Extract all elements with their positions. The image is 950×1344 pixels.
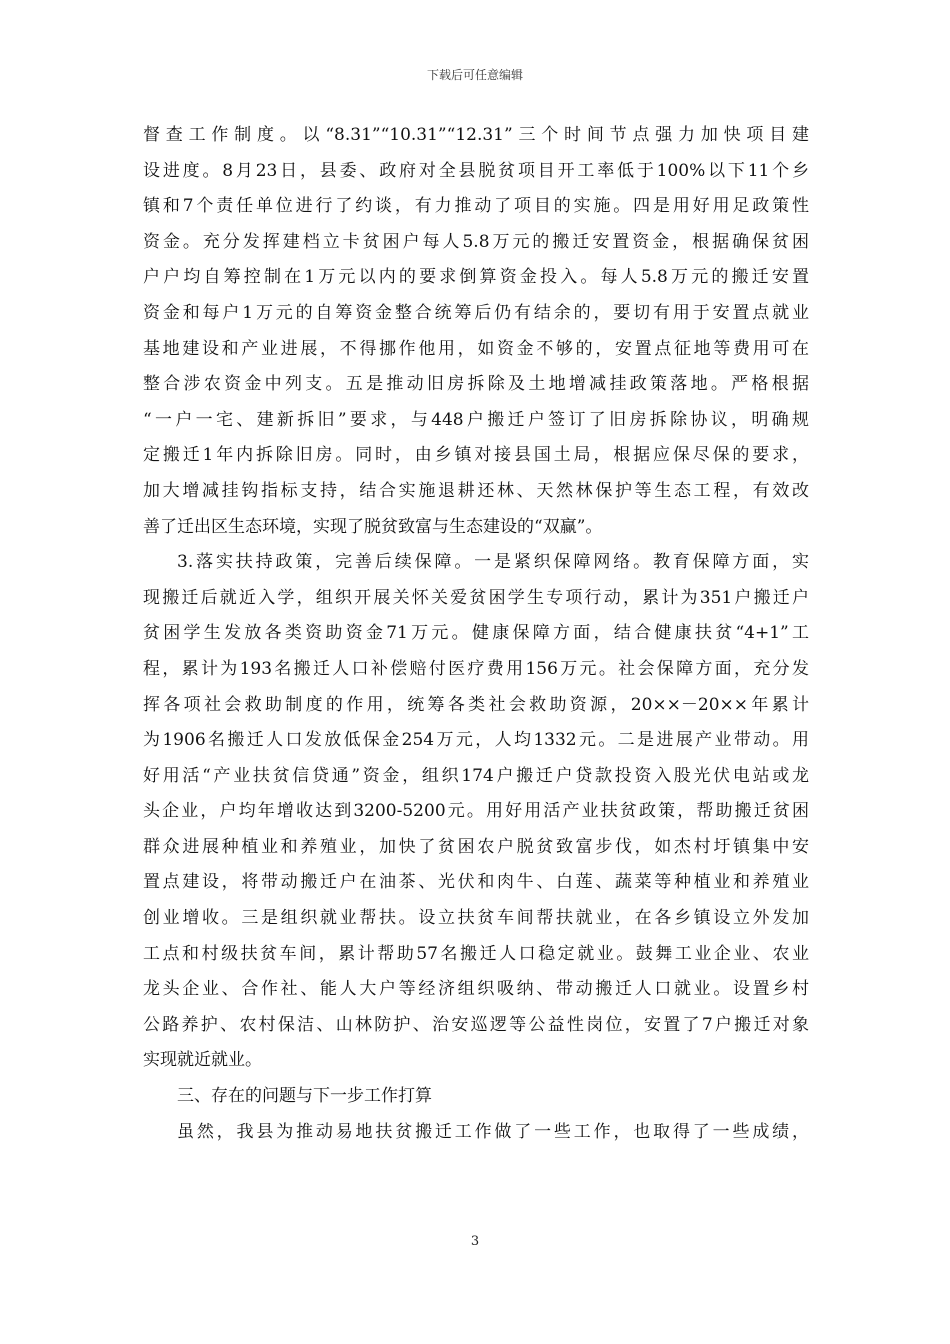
text-line: 基地建设和产业进展，不得挪作他用，如资金不够的，安置点征地等费用可在	[143, 338, 809, 359]
text-line: 三、存在的问题与下一步工作打算	[177, 1086, 432, 1107]
text-line: 虽然，我县为推动易地扶贫搬迁工作做了一些工作，也取得了一些成绩，	[177, 1121, 809, 1142]
text-line: 工点和村级扶贫车间，累计帮助57名搬迁人口稳定就业。鼓舞工业企业、农业	[143, 943, 809, 964]
text-line: 3.落实扶持政策，完善后续保障。一是紧织保障网络。教育保障方面，实	[177, 552, 809, 573]
text-line: 加大增减挂钩指标支持，结合实施退耕还林、天然林保护等生态工程，有效改	[143, 480, 809, 501]
text-line: 资金和每户1万元的自筹资金整合统筹后仍有结余的，要切有用于安置点就业	[143, 302, 809, 323]
text-line: 督查工作制度。以“8.31”“10.31”“12.31”三个时间节点强力加快项目建	[143, 125, 809, 145]
text-line: 头企业，户均年增收达到3200-5200元。用好用活产业扶贫政策，帮助搬迁贫困	[143, 801, 809, 822]
text-line: 创业增收。三是组织就业帮扶。设立扶贫车间帮扶就业，在各乡镇设立外发加	[143, 908, 809, 929]
text-line: 贫困学生发放各类资助资金71万元。健康保障方面，结合健康扶贫“4+1”工	[143, 623, 809, 644]
text-line: 龙头企业、合作社、能人大户等经济组织吸纳、带动搬迁人口就业。设置乡村	[143, 979, 809, 1000]
text-line: 整合涉农资金中列支。五是推动旧房拆除及土地增减挂政策落地。严格根据	[143, 374, 809, 395]
text-line: 镇和7个责任单位进行了约谈，有力推动了项目的实施。四是用好用足政策性	[143, 196, 809, 217]
text-line: 户户均自筹控制在1万元以内的要求倒算资金投入。每人5.8万元的搬迁安置	[143, 267, 809, 288]
text-line: 资金。充分发挥建档立卡贫困户每人5.8万元的搬迁安置资金，根据确保贫困	[143, 231, 809, 252]
text-line: 置点建设，将带动搬迁户在油茶、光伏和肉牛、白莲、蔬菜等种植业和养殖业	[143, 872, 809, 893]
text-line: 实现就近就业。	[143, 1050, 262, 1071]
page-number: 3	[470, 1234, 480, 1249]
text-line: 设进度。8月23日，县委、政府对全县脱贫项目开工率低于100%以下11个乡	[143, 160, 809, 181]
page-header: 下载后可任意编辑	[426, 68, 523, 82]
document-body	[143, 118, 809, 1150]
text-line: 善了迁出区生态环境，实现了脱贫致富与生态建设的“双赢”。	[143, 516, 603, 537]
text-line: 公路养护、农村保洁、山林防护、治安巡逻等公益性岗位，安置了7户搬迁对象	[143, 1014, 809, 1035]
text-line: 为1906名搬迁人口发放低保金254万元，人均1332元。二是进展产业带动。用	[143, 730, 809, 751]
text-line: 群众进展种植业和养殖业，加快了贫困农户脱贫致富步伐，如杰村圩镇集中安	[143, 836, 809, 857]
text-line: 好用活“产业扶贫信贷通”资金，组织174户搬迁户贷款投资入股光伏电站或龙	[143, 765, 809, 786]
text-line: “一户一宅、建新拆旧”要求，与448户搬迁户签订了旧房拆除协议，明确规	[143, 409, 809, 430]
text-line: 挥各项社会救助制度的作用，统筹各类社会救助资源，20××－20××年累计	[143, 694, 809, 715]
text-line: 现搬迁后就近入学，组织开展关怀关爱贫困学生专项行动，累计为351户搬迁户	[143, 587, 809, 608]
text-line: 程，累计为193名搬迁人口补偿赔付医疗费用156万元。社会保障方面，充分发	[143, 658, 809, 679]
text-line: 定搬迁1年内拆除旧房。同时，由乡镇对接县国土局，根据应保尽保的要求，	[143, 445, 809, 466]
